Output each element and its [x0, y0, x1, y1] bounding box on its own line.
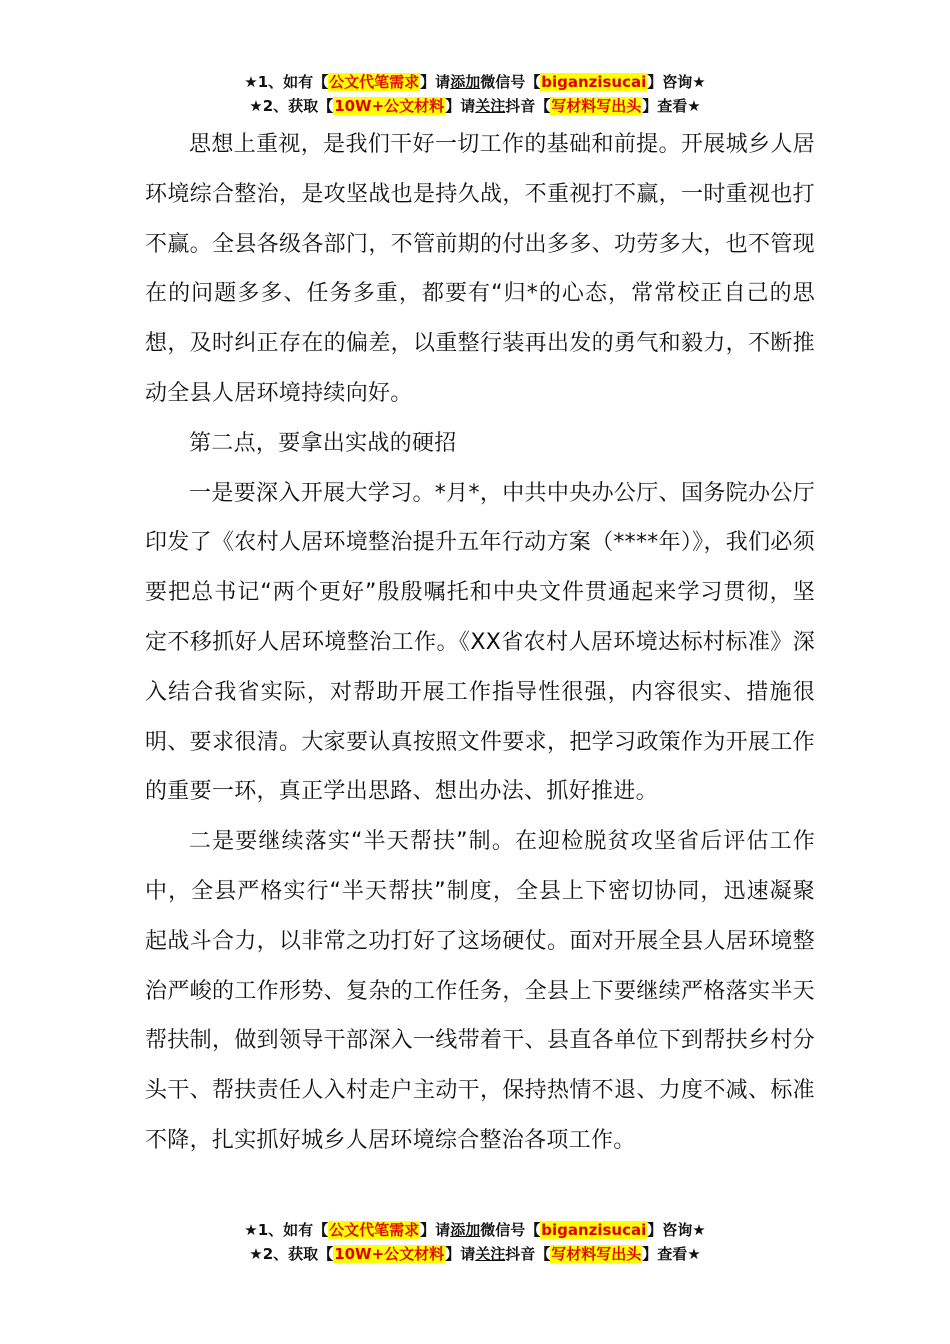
banner-line-1: ★1、如有【公文代笔需求】请添加微信号【biganzisucai】咨询★ [244, 73, 706, 91]
header-banner [0, 70, 950, 118]
banner-line-1: ★1、如有【公文代笔需求】请添加微信号【biganzisucai】咨询★ [244, 1221, 706, 1239]
document-body [145, 120, 815, 1166]
highlight-text: biganzisucai [541, 1221, 647, 1239]
highlight-text: 公文代笔需求 [329, 73, 420, 91]
highlight-text: 写材料写出头 [551, 97, 642, 115]
banner-line-2: ★2、获取【10W+公文材料】请关注抖音【写材料写出头】查看★ [249, 1245, 701, 1263]
highlight-text: 10W+公文材料 [334, 1245, 445, 1263]
paragraph: 一是要深入开展大学习。*月*，中共中央办公厅、国务院办公厅印发了《农村人居环境整治提升五年行动方案（****年）》，我们必须要把总书记“两个更好”殷殷嘱托和中央文件贯通起来学习贯彻，坚定不移抓好人居环境整治工作。《XX省农村人居环境达标村标准》深入结合我省实际，对帮助开展工作指导性很强，内容很实、措施很明、要求很清。大家要认真按照文件要求，把学习政策作为开展工作的重要一环，真正学出思路、想出办法、抓好推进。 [145, 480, 815, 805]
highlight-text: 写材料写出头 [551, 1245, 642, 1263]
paragraph: 二是要继续落实“半天帮扶”制。在迎检脱贫攻坚省后评估工作中，全县严格实行“半天帮扶”制度，全县上下密切协同，迅速凝聚起战斗合力，以非常之功打好了这场硬仗。面对开展全县人居环境整治严峻的工作形势、复杂的工作任务，全县上下要继续严格落实半天帮扶制，做到领导干部深入一线带着干、县直各单位下到帮扶乡村分头干、帮扶责任人入村走户主动干，保持热情不退、力度不减、标准不降，扎实抓好城乡人居环境综合整治各项工作。 [145, 829, 815, 1153]
highlight-text: 10W+公文材料 [334, 97, 445, 115]
highlight-text: biganzisucai [541, 73, 647, 91]
highlight-text: 公文代笔需求 [329, 1221, 420, 1239]
footer-banner [0, 1218, 950, 1266]
section-heading: 第二点，要拿出实战的硬招 [189, 430, 457, 456]
paragraph: 思想上重视，是我们干好一切工作的基础和前提。开展城乡人居环境综合整治，是攻坚战也是持久战，不重视打不赢，一时重视也打不赢。全县各级各部门，不管前期的付出多多、功劳多大，也不管现在的问题多多、任务多重，都要有“归*的心态，常常校正自己的思想，及时纠正存在的偏差，以重整行装再出发的勇气和毅力，不断推动全县人居环境持续向好。 [145, 132, 815, 406]
banner-line-2: ★2、获取【10W+公文材料】请关注抖音【写材料写出头】查看★ [249, 97, 701, 115]
